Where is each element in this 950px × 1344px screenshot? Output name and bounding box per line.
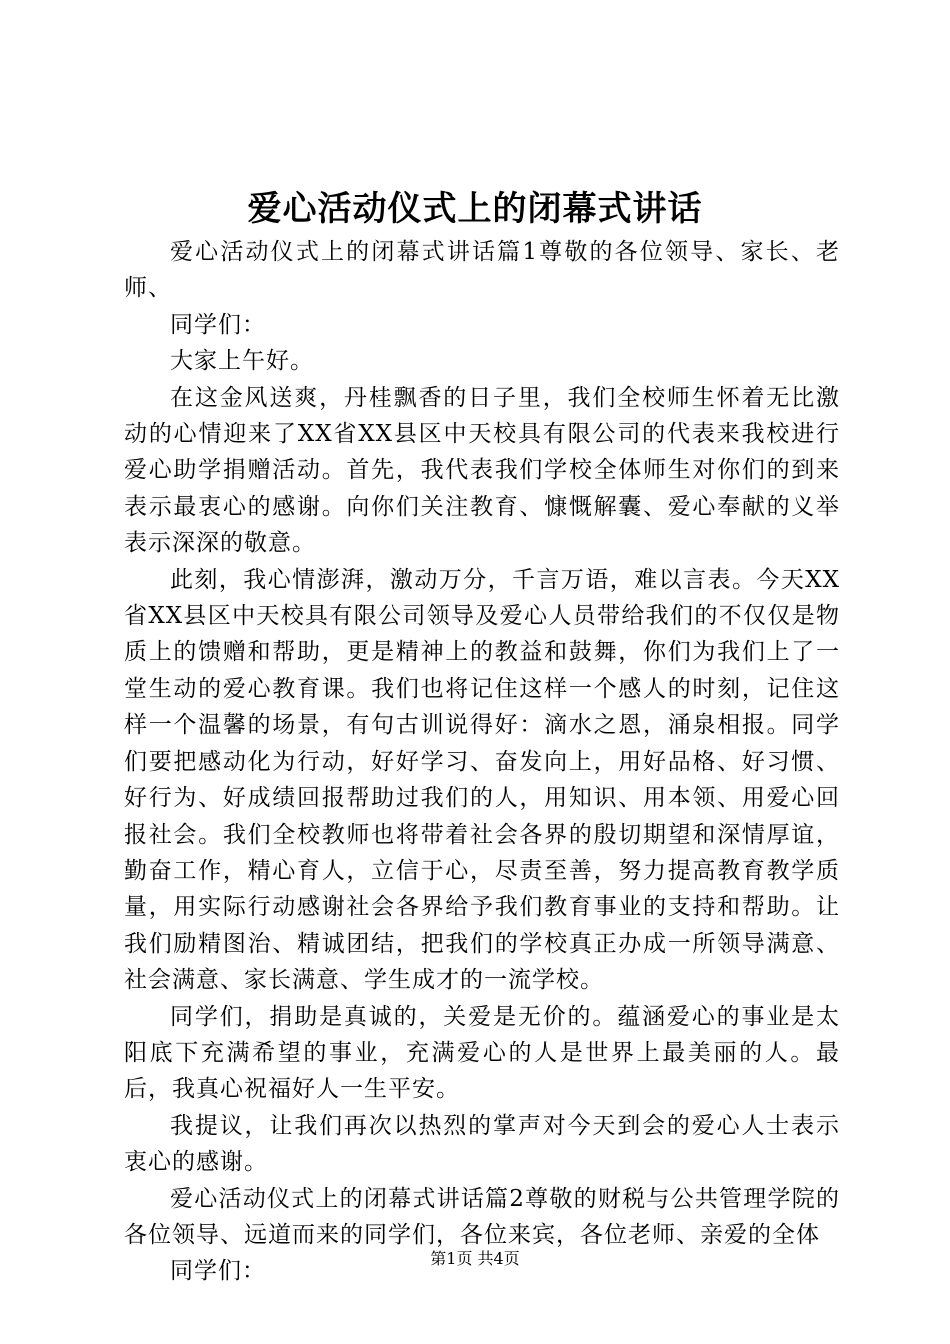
- paragraph: 此刻，我心情澎湃，激动万分，千言万语，难以言表。今天XX省XX县区中天校具有限公司领导及爱心人员带给我们的不仅仅是物质上的馈赠和帮助，更是精神上的教益和鼓舞，你们为我们上了一堂生动的爱心教育课。我们也将记住这样一个感人的时刻，记住这样一个温馨的场景，有句古训说得好：滴水之恩，涌泉相报。同学们要把感动化为行动，好好学习、奋发向上，用好品格、好习惯、好行为、好成绩回报帮助过我们的人，用知识、用本领、用爱心回报社会。我们全校教师也将带着社会各界的殷切期望和深情厚谊，勤奋工作，精心育人，立信于心，尽责至善，努力提高教育教学质量，用实际行动感谢社会各界给予我们教育事业的支持和帮助。让我们励精图治、精诚团结，把我们的学校真正办成一所领导满意、社会满意、家长满意、学生成才的一流学校。: [124, 566, 840, 994]
- paragraph: 爱心活动仪式上的闭幕式讲话篇2尊敬的财税与公共管理学院的各位领导、远道而来的同学们，各位来宾，各位老师、亲爱的全体: [124, 1185, 840, 1248]
- paragraph: 我提议，让我们再次以热烈的掌声对今天到会的爱心人士表示衷心的感谢。: [124, 1112, 840, 1176]
- paragraph: 同学们：: [170, 311, 266, 338]
- paragraph: 同学们：: [170, 1258, 266, 1285]
- paragraph: 同学们，捐助是真诚的，关爱是无价的。蕴涵爱心的事业是太阳底下充满希望的事业，充满爱心的人是世界上最美丽的人。最后，我真心祝福好人一生平安。: [124, 1003, 840, 1103]
- page-footer: 第1页 共4页: [430, 1249, 520, 1268]
- paragraph: 大家上午好。: [170, 348, 314, 375]
- document-title: 爱心活动仪式上的闭幕式讲话: [247, 189, 703, 229]
- paragraph: 爱心活动仪式上的闭幕式讲话篇1尊敬的各位领导、家长、老师、: [124, 239, 840, 302]
- paragraph: 在这金风送爽，丹桂飘香的日子里，我们全校师生怀着无比激动的心情迎来了XX省XX县区中天校具有限公司的代表来我校进行爱心助学捐赠活动。首先，我代表我们学校全体师生对你们的到来表示最衷心的感谢。向你们关注教育、慷慨解囊、爱心奉献的义举表示深深的敬意。: [124, 384, 840, 557]
- document-body: [124, 234, 840, 1290]
